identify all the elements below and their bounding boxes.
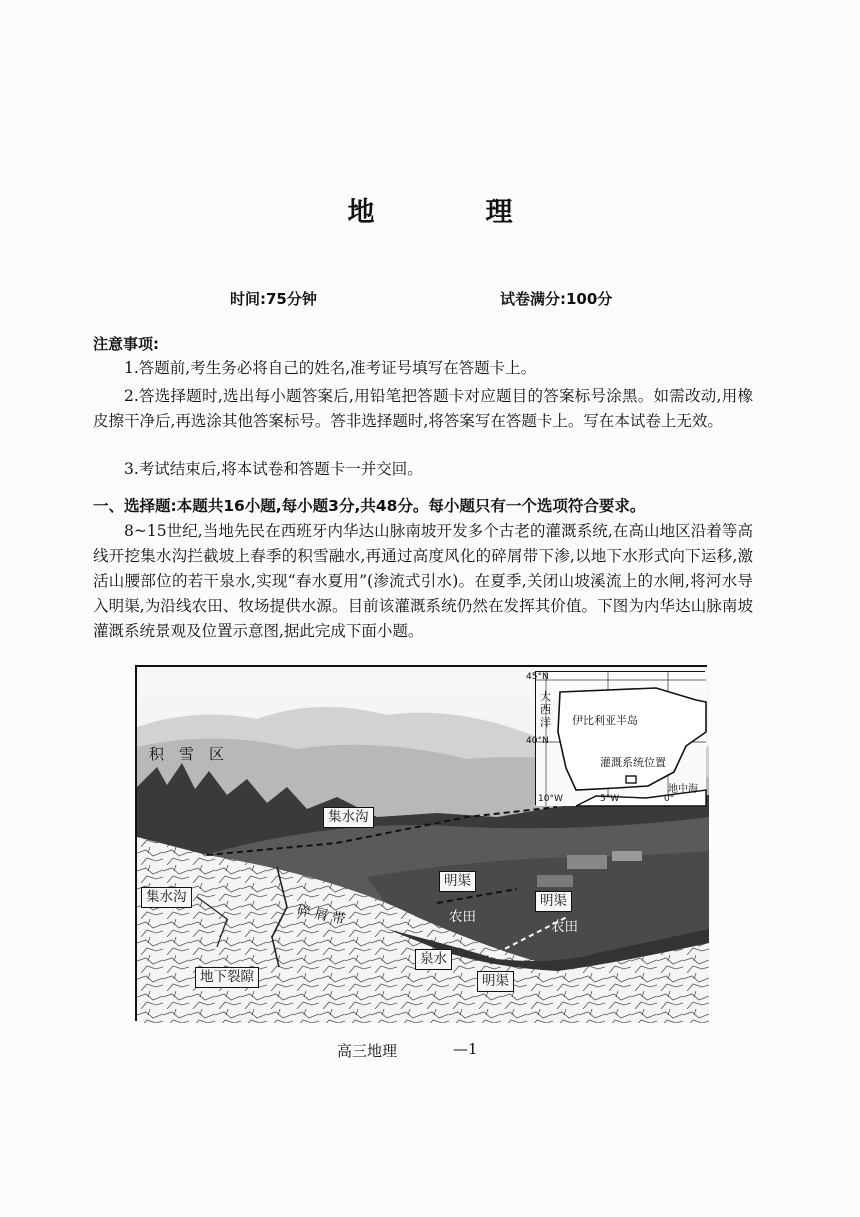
peninsula-label: 伊比利亚半岛 bbox=[572, 714, 638, 727]
irrigation-landscape-figure bbox=[135, 665, 707, 1021]
location-inset-map bbox=[526, 671, 705, 805]
note-2: 2.答选择题时,选出每小题答案后,用铅笔把答题卡对应题目的答案标号涂黑。如需改动,用橡皮擦干净后,再选涂其他答案标号。答非选择题时,将答案写在答题卡上。写在本试卷上无效。 bbox=[93, 387, 753, 430]
lon-5-label: 5°W bbox=[600, 794, 620, 804]
notes-heading: 注意事项: bbox=[93, 335, 159, 353]
system-location-label: 灌溉系统位置 bbox=[600, 756, 666, 769]
note-3: 3.考试结束后,将本试卷和答题卡一并交回。 bbox=[124, 460, 423, 478]
debris-zone-label: 碎 屑 带 bbox=[295, 902, 347, 928]
open-channel-label-3: 明渠 bbox=[477, 971, 514, 992]
section-heading: 一、选择题:本题共16小题,每小题3分,共48分。每小题只有一个选项符合要求。 bbox=[93, 497, 646, 515]
page-number: —1 bbox=[453, 1040, 478, 1058]
sea-label: 地中海 bbox=[668, 784, 698, 795]
question-passage: 8~15世纪,当地先民在西班牙内华达山脉南坡开发多个古老的灌溉系统,在高山地区沿着等高线开挖集水沟拦截坡上春季的积雪融水,再通过高度风化的碎屑带下渗,以地下水形式向下运移,激活山腰部位的若干泉水,实现“春水夏用”(渗流式引水)。在夏季,关闭山坡溪流上的水闸,将河水导入明渠,为沿线农田、牧场提供水源。目前该灌溉系统仍然在发挥其价值。下图为内华达山脉南坡灌溉系统景观及位置示意图,据此完成下面小题。 bbox=[93, 522, 753, 640]
footer-subject: 高三地理 bbox=[337, 1042, 398, 1060]
exam-duration: 时间:75分钟 bbox=[230, 290, 317, 308]
open-channel-label-2: 明渠 bbox=[535, 891, 572, 912]
page-title: 地 理 bbox=[347, 197, 555, 228]
spring-label: 泉水 bbox=[415, 949, 452, 970]
lon-0-label: 0° bbox=[664, 794, 675, 804]
farmland-label-2: 农田 bbox=[551, 919, 578, 935]
lon-10-label: 10°W bbox=[538, 794, 563, 804]
snow-zone-label: 积 雪 区 bbox=[149, 745, 225, 763]
collector-ditch-left-label: 集水沟 bbox=[141, 887, 192, 908]
ocean-label: 大西洋 bbox=[540, 690, 551, 729]
open-channel-label-1: 明渠 bbox=[439, 871, 476, 892]
underground-fissure-label: 地下裂隙 bbox=[195, 967, 259, 988]
exam-full-score: 试卷满分:100分 bbox=[500, 290, 613, 308]
note-1: 1.答题前,考生务必将自己的姓名,准考证号填写在答题卡上。 bbox=[124, 359, 537, 377]
farmland-label-1: 农田 bbox=[449, 909, 476, 925]
lat-45-label: 45°N bbox=[526, 672, 549, 682]
lat-40-label: 40°N bbox=[526, 736, 549, 746]
collector-ditch-upper-label: 集水沟 bbox=[323, 807, 374, 828]
